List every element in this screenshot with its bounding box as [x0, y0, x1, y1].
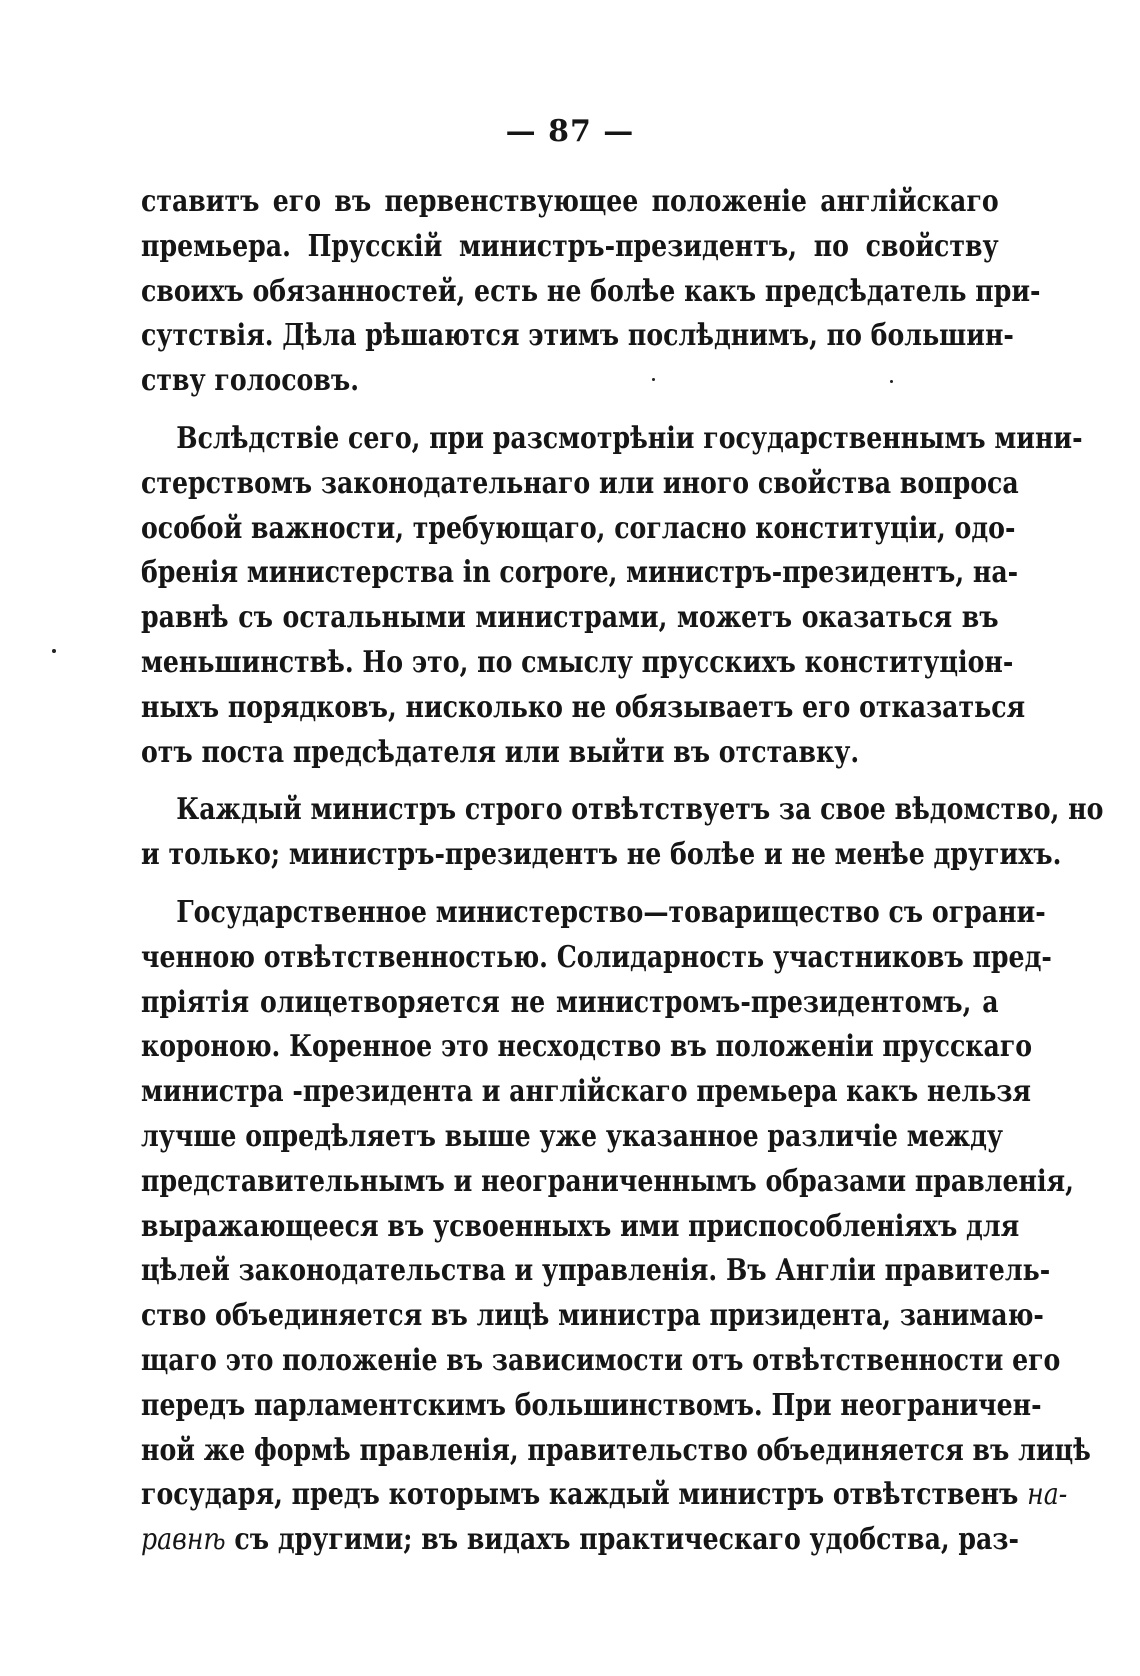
text-line: выражающееся въ усвоенныхъ ими приспособленіяхъ для — [141, 1208, 1020, 1244]
page-number: — 87 — — [505, 114, 635, 149]
text-line: министра -президента и англійскаго премьера какъ нельзя — [141, 1074, 1032, 1110]
text-line: отъ поста предсѣдателя или выйти въ отставку. — [141, 734, 860, 770]
text-line: цѣлей законодательства и управленія. Въ Англіи правитель- — [141, 1253, 1051, 1289]
text-line: Вслѣдствіе сего, при разсмотрѣніи государственнымъ мини- — [176, 420, 1083, 456]
text-line: своихъ обязанностей, есть не болѣе какъ предсѣдатель при- — [141, 273, 1041, 309]
text-line: короною. Коренное это несходство въ положеніи прусскаго — [141, 1029, 1033, 1065]
scan-speck — [890, 380, 893, 383]
text-line: Каждый министръ строго отвѣтствуетъ за свое вѣдомство, но — [176, 792, 1104, 828]
text-line: сутствія. Дѣла рѣшаются этимъ послѣднимъ, по большин- — [141, 318, 1014, 354]
body-text — [141, 180, 1104, 1563]
text-line: премьера. Прусскій министръ-президентъ, по свойству — [141, 228, 999, 264]
text-line: Государственное министерство—товарищество съ ограни- — [176, 894, 1046, 930]
text-line: представительнымъ и неограниченнымъ образами правленія, — [141, 1163, 1074, 1199]
text-line: ченною отвѣтственностью. Солидарность участниковъ пред- — [141, 939, 1052, 975]
text-line: государя, предъ которымъ каждый министръ отвѣтственъ на- — [141, 1477, 1068, 1513]
italic-text: равнѣ — [141, 1522, 226, 1558]
text-line: ство объединяется въ лицѣ министра призидента, занимаю- — [141, 1298, 1044, 1334]
text-line: ныхъ порядковъ, нисколько не обязываетъ его отказаться — [141, 689, 1026, 725]
text-line: равнѣ съ остальными министрами, можетъ оказаться въ — [141, 600, 999, 636]
text-line: особой важности, требующаго, согласно конституціи, одо- — [141, 510, 1016, 546]
text-line: меньшинствѣ. Но это, по смыслу прусскихъ конституціон- — [141, 644, 1014, 680]
text-line: равнѣ съ другими; въ видахъ практическаго удобства, раз- — [141, 1522, 1019, 1558]
text-line: ставитъ его въ первенствующее положеніе англійскаго — [141, 184, 999, 219]
scan-speck — [652, 378, 655, 381]
text-line: и только; министръ-президентъ не болѣе и не менѣе другихъ. — [141, 837, 1062, 873]
scan-speck — [52, 649, 56, 653]
text-line: бренія министерства in corpore, министръ-президентъ, на- — [141, 555, 1019, 591]
text-line: ной же формѣ правленія, правительство объединяется въ лицѣ — [141, 1432, 1091, 1468]
text-line: ству голосовъ. — [141, 363, 359, 399]
text-line: щаго это положеніе въ зависимости отъ отвѣтственности его — [141, 1342, 1061, 1378]
italic-text: на- — [1027, 1477, 1068, 1513]
text-line: стерствомъ законодательнаго или иного свойства вопроса — [141, 465, 1019, 501]
text-line: передъ парламентскимъ большинствомъ. При неограничен- — [141, 1387, 1042, 1423]
text-line: лучше опредѣляетъ выше уже указанное различіе между — [141, 1118, 1004, 1154]
text-line: пріятія олицетворяется не министромъ-президентомъ, а — [141, 984, 999, 1020]
